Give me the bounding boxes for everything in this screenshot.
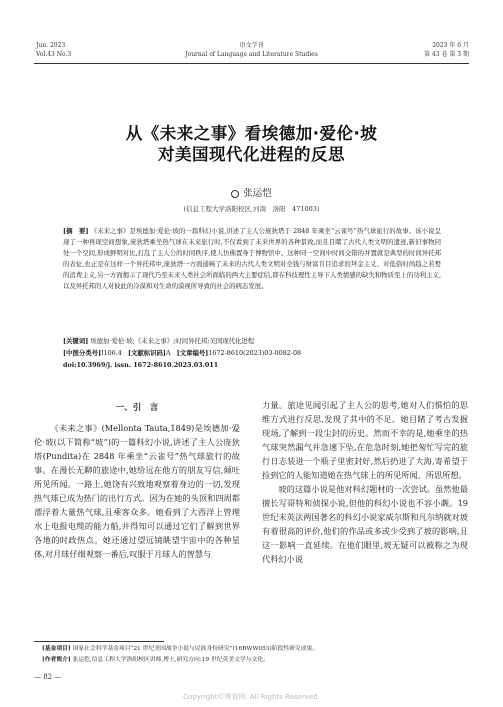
author-affiliation: (信息工程大学洛阳校区,河南 洛阳 471003) — [183, 205, 320, 213]
keywords-line — [63, 336, 453, 346]
body-paragraph: 力量。旅途见闻引起了主人公的思考,她对人们惧怕的思维方式进行反思,发现了其中的不足。她目睹了考古发掘现场,了解到一段尘封的历史。然而不幸的是,她乘坐的热气球突然漏气并急速下坠,在危急时刻,她把匆忙写完的旅行日志装进一个瓶子里密封好,然后扔进了大海,寄希望于捡到它的人能知道她在热气球上的所见所闻、所思所想。 — [262, 400, 468, 480]
page-number: — 82 — — [34, 673, 62, 681]
abstract-text: 《未来之事》是埃德加·爱伦·坡的一篇科幻小说,讲述了主人公庞狄塔于 2848 年乘坐“云雀号”热气球旅行的故事。该小说呈现了一种再现空间想象,庞狄塔乘坐热气球在未来旅行时,不仅看到了未来世界的各种景致,而且目睹了古代人类文明的遗迹,新旧事物同处一个空间,形成鲜明对比,打乱了主人公的时间秩序,使人仿佛置身于博物馆中。这种同一空间中时间交错的并置就是典型的时间异托邦的表征,也正是在这样一个异托邦中,庞狄塔一方面通畅了未来的古代人类文明对全钱与财富肯目追求的拜金主义、对低俗时尚趋之若鹜的消费主义,另一方面揭示了现代乃至未来人类社会所面临的两大主要症结,即在科技理性主导下人类情感的缺失和物质至上的功利主义,以及异托邦的人对彼此的冷漠和对生命的漠视所导致的社会的病态发展。 — [63, 227, 441, 290]
header-divider — [34, 63, 469, 64]
author-bio-text: 张运恺,信息工程大学洛阳校区讲师,博士,研究方向:19 世纪英美文学与文化。 — [72, 657, 269, 663]
article-no-value: 1672-8610(2023)03-0082-08 — [208, 349, 302, 357]
abstract — [63, 226, 441, 292]
article-title-line2: 对美国现代化进程的反思 — [158, 145, 345, 164]
header-volume-en: Vol.43 No.3 — [36, 51, 72, 58]
article-title-line1: 从《未来之事》看埃德加·爱伦·坡 — [125, 124, 378, 143]
body-right-column — [262, 398, 468, 566]
section-heading: 一、引 言 — [115, 403, 159, 413]
header-date-cn: 2023 年 6 月 — [432, 42, 469, 49]
author-marker-icon — [231, 190, 239, 198]
abstract-label: [摘 要] — [63, 227, 89, 235]
copyright-watermark: Copyright©博看网. All Rights Reserved. — [183, 693, 320, 701]
doi-line: doi:10.3969/j. issn. 1672-8610.2023.03.011 — [63, 361, 219, 369]
author-name: 张运恺 — [243, 188, 272, 199]
author-line — [0, 185, 503, 199]
journal-name-en: Journal of Language and Literature Studies — [185, 51, 318, 58]
body-paragraph: 坡的这篇小说是他对科幻题材的一次尝试。虽然他最擅长写哥特和侦探小说,但他的科幻小说也不容小觑。19 世纪末英法两国著名的科幻小说家威尔斯和凡尔纳就对坡有着很高的评价,他们的作品或多或少受到了坡的影响,且这一影响一直延续。在他们眼里,坡无疑可以被称之为现代科幻小说 — [262, 484, 468, 564]
journal-name-cn: 语文学刊 — [239, 42, 264, 49]
clc-value: I106.4 — [101, 349, 122, 357]
keywords-label: [关键词] — [63, 337, 89, 345]
fund-label: [基金项目] — [42, 646, 71, 652]
footnote-divider — [34, 641, 164, 642]
keywords-text: 埃德加·爱伦·坡;《未来之事》;时间异托邦;美国现代化进程 — [90, 337, 255, 345]
doc-code-label: [文献标识码] — [127, 349, 166, 357]
clc-label: [中图分类号] — [63, 349, 102, 357]
footnote-author — [42, 656, 472, 665]
body-paragraph: 《未来之事》(Mellonta Tauta,1849)是埃德加·爱伦·坡(以下简称“坡”)的一篇科幻小说,讲述了主人公庞狄塔(Pundita)在 2848 年乘坐“云雀号”热气球旅行的故事。在漫长无聊的旅途中,她给远在他方的朋友写信,倾吐所见所闻。一路上,她饶有兴致地观察着身边的一切,发现热气球已成为热门的出行方式。因为在她的头顶和四周都漂浮着大量热气球,且乘客众多。她看到了大西洋上管理水上电报电缆的能力船,并得知可以通过它们了解到世界各地的时政热点。她还通过望远镜眺望宇宙中的各种星体,对月球仔细观察一番后,叹服于月球人的智慧与 — [34, 423, 240, 559]
header-volume-cn: 第 43 卷 第 3 期 — [424, 51, 469, 58]
footnote-fund — [42, 645, 472, 654]
header-right — [424, 41, 469, 59]
article-no-label: [文章编号] — [176, 349, 209, 357]
header-date-en: Jun. 2023 — [36, 42, 66, 49]
author-bio-label: [作者简介] — [42, 657, 71, 663]
body-left-column — [34, 398, 240, 561]
doc-code-value: A — [165, 349, 171, 357]
fund-text: 国家社会科学基金项目“21 世纪美国战争小说与民族身份研究”(16BWW053)阶段性研究成果。 — [72, 646, 319, 652]
classification-line — [63, 348, 453, 358]
